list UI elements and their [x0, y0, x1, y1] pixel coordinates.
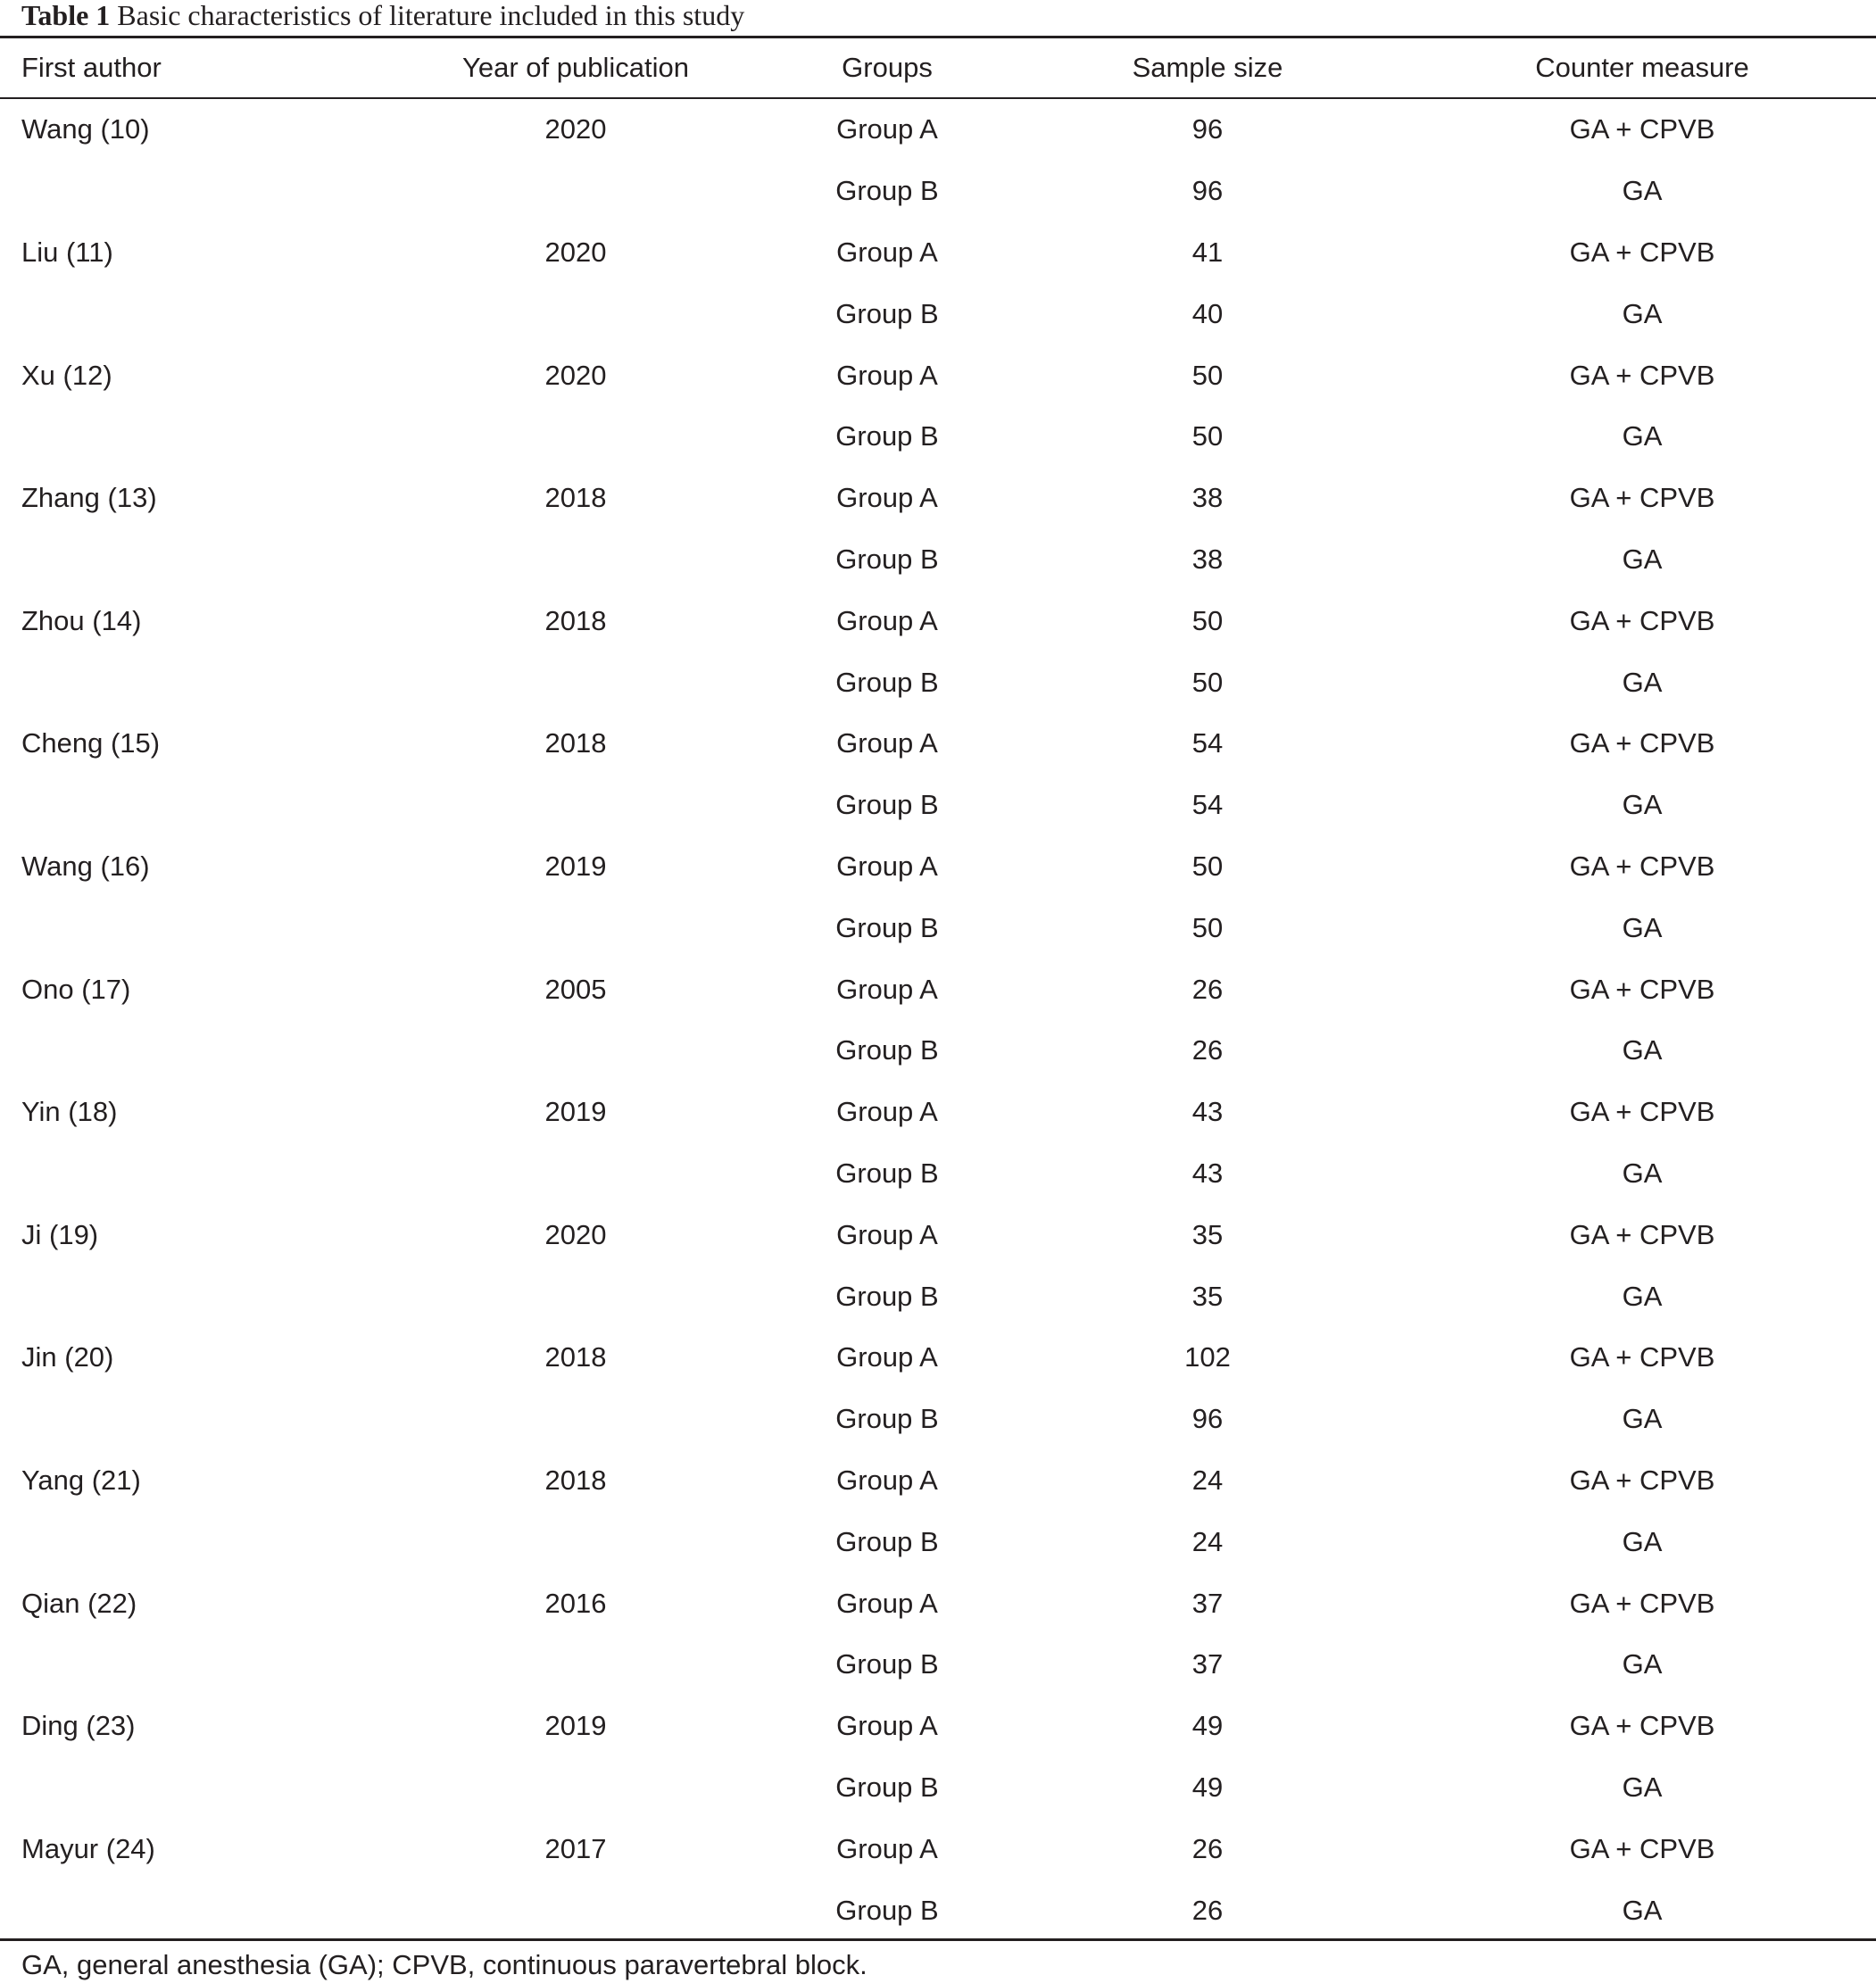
cell-sample-size: 50	[1191, 911, 1224, 943]
header-groups: Groups	[842, 52, 933, 83]
cell-counter-measure: GA	[1622, 175, 1663, 207]
cell-first-author	[0, 1879, 384, 1941]
cell-first-author: Qian (22)	[21, 1587, 137, 1619]
header-counter-measure: Counter measure	[1535, 52, 1749, 83]
cell-counter-measure: GA	[1622, 420, 1663, 452]
cell-first-author	[0, 406, 384, 468]
cell-counter-measure: GA + CPVB	[1569, 113, 1715, 145]
cell-counter-measure: GA	[1622, 789, 1663, 821]
table-row	[0, 344, 1876, 406]
cell-first-author: Liu (11)	[21, 236, 113, 268]
cell-sample-size: 40	[1191, 297, 1224, 329]
cell-year: 2018	[544, 1464, 607, 1496]
cell-group: Group B	[835, 911, 939, 943]
cell-sample-size: 54	[1191, 789, 1224, 821]
table-row	[0, 1082, 1876, 1143]
cell-year	[384, 161, 768, 222]
table-row	[0, 161, 1876, 222]
cell-sample-size: 43	[1191, 1157, 1224, 1189]
cell-group: Group B	[835, 1034, 939, 1066]
cell-counter-measure: GA + CPVB	[1569, 973, 1715, 1005]
cell-first-author	[0, 1511, 384, 1572]
cell-year: 2020	[544, 113, 607, 145]
cell-first-author: Ji (19)	[21, 1218, 99, 1250]
cell-first-author: Jin (20)	[21, 1341, 114, 1373]
cell-year: 2017	[544, 1832, 607, 1864]
cell-first-author: Wang (16)	[21, 850, 150, 882]
cell-counter-measure: GA + CPVB	[1569, 1464, 1715, 1496]
cell-first-author: Ono (17)	[21, 973, 131, 1005]
table-label: Table 1	[21, 0, 111, 31]
table-row	[0, 1818, 1876, 1879]
table-row	[0, 468, 1876, 529]
cell-first-author	[0, 651, 384, 713]
table-row	[0, 1327, 1876, 1389]
table-row	[0, 529, 1876, 591]
bottom-rule	[0, 1938, 1876, 1941]
cell-first-author: Zhang (13)	[21, 482, 157, 514]
table-row	[0, 1634, 1876, 1696]
cell-sample-size: 50	[1191, 420, 1224, 452]
cell-sample-size: 54	[1191, 727, 1224, 759]
cell-sample-size: 102	[1184, 1341, 1231, 1373]
cell-sample-size: 37	[1191, 1587, 1224, 1619]
cell-sample-size: 96	[1191, 175, 1224, 207]
cell-sample-size: 38	[1191, 543, 1224, 575]
cell-first-author	[0, 897, 384, 958]
table-caption	[21, 0, 744, 36]
cell-group: Group B	[835, 666, 939, 698]
cell-sample-size: 26	[1191, 1034, 1224, 1066]
cell-group: Group A	[836, 850, 938, 882]
cell-year: 2018	[544, 727, 607, 759]
cell-group: Group B	[835, 1280, 939, 1312]
table-row	[0, 1389, 1876, 1450]
cell-year: 2018	[544, 604, 607, 636]
cell-year	[384, 1265, 768, 1327]
table-row	[0, 1020, 1876, 1082]
cell-sample-size: 35	[1191, 1218, 1224, 1250]
cell-group: Group B	[835, 1648, 939, 1680]
table-row	[0, 1204, 1876, 1265]
cell-counter-measure: GA	[1622, 1894, 1663, 1926]
cell-group: Group A	[836, 1096, 938, 1128]
cell-group: Group A	[836, 1710, 938, 1742]
cell-counter-measure: GA	[1622, 1648, 1663, 1680]
cell-year	[384, 651, 768, 713]
cell-year: 2018	[544, 1341, 607, 1373]
table-row	[0, 836, 1876, 898]
cell-counter-measure: GA	[1622, 543, 1663, 575]
cell-group: Group A	[836, 113, 938, 145]
cell-group: Group B	[835, 789, 939, 821]
cell-sample-size: 96	[1191, 1403, 1224, 1435]
cell-counter-measure: GA + CPVB	[1569, 1341, 1715, 1373]
cell-year: 2016	[544, 1587, 607, 1619]
cell-year	[384, 1143, 768, 1205]
table-footnote: GA, general anesthesia (GA); CPVB, continuous paravertebral block.	[21, 1949, 867, 1980]
table-row	[0, 1696, 1876, 1757]
cell-counter-measure: GA	[1622, 1403, 1663, 1435]
cell-year: 2018	[544, 482, 607, 514]
cell-sample-size: 41	[1191, 236, 1224, 268]
cell-sample-size: 24	[1191, 1525, 1224, 1557]
cell-counter-measure: GA	[1622, 297, 1663, 329]
cell-year: 2019	[544, 850, 607, 882]
cell-sample-size: 37	[1191, 1648, 1224, 1680]
cell-sample-size: 49	[1191, 1710, 1224, 1742]
cell-year	[384, 897, 768, 958]
cell-group: Group A	[836, 1218, 938, 1250]
cell-first-author	[0, 1143, 384, 1205]
cell-group: Group B	[835, 1771, 939, 1803]
table-title: Basic characteristics of literature included in this study	[117, 0, 745, 31]
cell-counter-measure: GA + CPVB	[1569, 850, 1715, 882]
cell-counter-measure: GA + CPVB	[1569, 1096, 1715, 1128]
table-row	[0, 1572, 1876, 1634]
header-row	[0, 38, 1876, 97]
cell-year: 2020	[544, 359, 607, 391]
cell-year: 2020	[544, 236, 607, 268]
cell-first-author	[0, 1265, 384, 1327]
cell-year: 2019	[544, 1710, 607, 1742]
cell-counter-measure: GA + CPVB	[1569, 236, 1715, 268]
cell-counter-measure: GA	[1622, 1157, 1663, 1189]
cell-year	[384, 1757, 768, 1819]
cell-group: Group A	[836, 236, 938, 268]
cell-first-author	[0, 1389, 384, 1450]
cell-counter-measure: GA + CPVB	[1569, 359, 1715, 391]
cell-counter-measure: GA	[1622, 911, 1663, 943]
cell-sample-size: 35	[1191, 1280, 1224, 1312]
table-body	[0, 99, 1876, 1941]
table-row	[0, 222, 1876, 284]
cell-group: Group A	[836, 1341, 938, 1373]
cell-first-author	[0, 1020, 384, 1082]
cell-first-author: Zhou (14)	[21, 604, 142, 636]
cell-sample-size: 26	[1191, 1832, 1224, 1864]
cell-first-author	[0, 775, 384, 836]
cell-sample-size: 26	[1191, 973, 1224, 1005]
cell-group: Group B	[835, 297, 939, 329]
cell-sample-size: 26	[1191, 1894, 1224, 1926]
cell-group: Group B	[835, 420, 939, 452]
cell-first-author: Ding (23)	[21, 1710, 136, 1742]
cell-group: Group A	[836, 1587, 938, 1619]
cell-year	[384, 775, 768, 836]
cell-first-author: Cheng (15)	[21, 727, 161, 759]
cell-year	[384, 283, 768, 344]
table-row	[0, 99, 1876, 161]
cell-counter-measure: GA + CPVB	[1569, 604, 1715, 636]
cell-counter-measure: GA + CPVB	[1569, 1587, 1715, 1619]
cell-sample-size: 50	[1191, 850, 1224, 882]
cell-group: Group B	[835, 175, 939, 207]
cell-first-author: Wang (10)	[21, 113, 150, 145]
cell-sample-size: 50	[1191, 666, 1224, 698]
cell-first-author: Yang (21)	[21, 1464, 141, 1496]
cell-group: Group A	[836, 727, 938, 759]
cell-counter-measure: GA + CPVB	[1569, 1710, 1715, 1742]
cell-group: Group B	[835, 543, 939, 575]
cell-first-author: Mayur (24)	[21, 1832, 155, 1864]
cell-year	[384, 406, 768, 468]
cell-counter-measure: GA	[1622, 1525, 1663, 1557]
cell-sample-size: 38	[1191, 482, 1224, 514]
header-first-author: First author	[21, 52, 162, 83]
table-row	[0, 406, 1876, 468]
table-row	[0, 1879, 1876, 1941]
cell-counter-measure: GA	[1622, 1280, 1663, 1312]
cell-group: Group A	[836, 973, 938, 1005]
cell-year: 2019	[544, 1096, 607, 1128]
cell-sample-size: 43	[1191, 1096, 1224, 1128]
cell-year	[384, 1511, 768, 1572]
cell-first-author	[0, 1634, 384, 1696]
table-row	[0, 1511, 1876, 1572]
table-rows	[0, 99, 1876, 1941]
cell-sample-size: 49	[1191, 1771, 1224, 1803]
table-row	[0, 283, 1876, 344]
cell-sample-size: 24	[1191, 1464, 1224, 1496]
cell-counter-measure: GA	[1622, 666, 1663, 698]
table-row	[0, 590, 1876, 651]
cell-first-author	[0, 161, 384, 222]
table-row	[0, 713, 1876, 775]
cell-group: Group B	[835, 1894, 939, 1926]
table-row	[0, 897, 1876, 958]
table-row	[0, 1450, 1876, 1512]
table-header	[0, 38, 1876, 97]
cell-group: Group B	[835, 1403, 939, 1435]
cell-year: 2020	[544, 1218, 607, 1250]
table-row	[0, 1265, 1876, 1327]
header-year: Year of publication	[462, 52, 689, 83]
cell-first-author: Yin (18)	[21, 1096, 118, 1128]
cell-group: Group A	[836, 1464, 938, 1496]
cell-sample-size: 50	[1191, 604, 1224, 636]
cell-first-author: Xu (12)	[21, 359, 112, 391]
cell-first-author	[0, 529, 384, 591]
cell-group: Group B	[835, 1525, 939, 1557]
cell-group: Group A	[836, 1832, 938, 1864]
cell-counter-measure: GA + CPVB	[1569, 727, 1715, 759]
cell-year	[384, 1020, 768, 1082]
cell-year	[384, 1879, 768, 1941]
cell-counter-measure: GA + CPVB	[1569, 1218, 1715, 1250]
table-row	[0, 1757, 1876, 1819]
cell-first-author	[0, 283, 384, 344]
cell-year	[384, 529, 768, 591]
cell-sample-size: 50	[1191, 359, 1224, 391]
cell-counter-measure: GA	[1622, 1771, 1663, 1803]
table-row	[0, 651, 1876, 713]
cell-group: Group B	[835, 1157, 939, 1189]
cell-year: 2005	[544, 973, 607, 1005]
cell-sample-size: 96	[1191, 113, 1224, 145]
cell-year	[384, 1389, 768, 1450]
header-sample-size: Sample size	[1132, 52, 1283, 83]
cell-group: Group A	[836, 359, 938, 391]
cell-counter-measure: GA	[1622, 1034, 1663, 1066]
cell-group: Group A	[836, 482, 938, 514]
table-row	[0, 958, 1876, 1020]
cell-group: Group A	[836, 604, 938, 636]
table-row	[0, 1143, 1876, 1205]
cell-counter-measure: GA + CPVB	[1569, 1832, 1715, 1864]
cell-first-author	[0, 1757, 384, 1819]
cell-year	[384, 1634, 768, 1696]
cell-counter-measure: GA + CPVB	[1569, 482, 1715, 514]
table-row	[0, 775, 1876, 836]
